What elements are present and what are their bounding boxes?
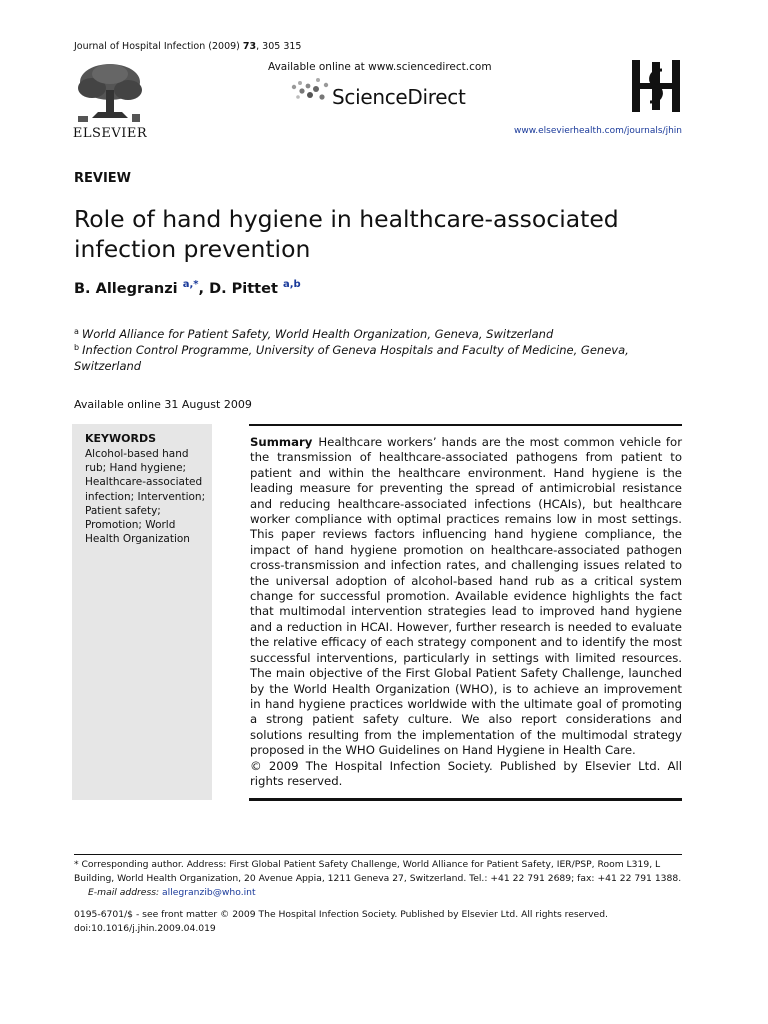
- summary-label: Summary: [250, 435, 313, 449]
- author-affiliation-mark[interactable]: a,*: [182, 279, 199, 290]
- summary-text: Healthcare workers’ hands are the most common vehicle for the transmission of healthcare-associated pathogens from patient to patient and within the healthcare environment. Hand hygiene is the leading measure for preventing the spread of antimicrobial resistance and reducing healthcare-associated infections (HCAIs), but healthcare worker compliance with optimal practices remains low in most settings. This paper reviews factors influencing hand hygiene compliance, the impact of hand hygiene promotion on healthcare-associated pathogen cross-transmission and infection rates, and challenging issues related to the universal adoption of alcohol-based hand rub as a critical system change for successful promotion. Available evidence highlights the fact that multimodal intervention strategies lead to improved hand hygiene and a reduction in HCAI. However, further research is needed to evaluate the relative efficacy of each strategy component and to identify the most successful interventions, particularly in settings with limited resources. The main objective of the First Global Patient Safety Challenge, launched by the World Health Organization (WHO), is to achieve an improvement in hand hygiene practices worldwide with the ultimate goal of promoting a strong patient safety culture. We also report considerations and solutions resulting from the implementation of the multimodal strategy proposed in the WHO Guidelines on Hand Hygiene in Health Care.: [250, 435, 682, 758]
- email-label: E-mail address:: [88, 887, 160, 898]
- affiliation: $^b$ Infection Control Programme, University of Geneva Hospitals and Faculty of Medicine, Geneva, Switzerland: [74, 343, 629, 373]
- journal-url-link[interactable]: www.elsevierhealth.com/journals/jhin: [514, 126, 682, 136]
- summary-copyright: © 2009 The Hospital Infection Society. Published by Elsevier Ltd. All rights reserved.: [250, 758, 682, 788]
- sciencedirect-wordmark: ScienceDirect: [332, 85, 466, 109]
- affiliation: $^a$ World Alliance for Patient Safety, World Health Organization, Geneva, Switzerland: [74, 327, 554, 341]
- email-link[interactable]: allegranzib@who.int: [162, 887, 256, 898]
- author-name[interactable]: D. Pittet: [209, 281, 278, 297]
- summary-abstract: [250, 435, 682, 789]
- corresponding-author-footnote: * Corresponding author. Address: First Global Patient Safety Challenge, World Alliance for Patient Safety, IER/PSP, Room L319, L Building, World Health Organization, 20 Avenue Appia, 1211 Geneva 27, Switzerland. Tel.: +41 22 791 2689; fax: +41 22 791 1388. E-mail address: allegranzib@who.int: [74, 859, 682, 898]
- hospital-infection-society-logo: [628, 58, 684, 114]
- keywords-heading: KEYWORDS: [85, 432, 157, 445]
- available-online-date: Available online 31 August 2009: [74, 398, 252, 411]
- keywords-list: Alcohol-based hand rub; Hand hygiene; Healthcare-associated infection; Intervention; Patient safety; Promotion; World Health Organization: [85, 448, 206, 546]
- author-affiliation-mark[interactable]: a,b: [282, 279, 301, 290]
- summary-top-rule: [249, 424, 682, 426]
- footnote-rule: [74, 854, 682, 855]
- author-name[interactable]: B. Allegranzi: [74, 281, 178, 297]
- journal-citation: Journal of Hospital Infection (2009) 73, 305 315: [74, 41, 302, 52]
- sciencedirect-dots-icon: [288, 75, 330, 105]
- section-label: REVIEW: [74, 171, 132, 186]
- article-title: Role of hand hygiene in healthcare-associated infection prevention: [74, 205, 619, 263]
- doi[interactable]: doi:10.1016/j.jhin.2009.04.019: [74, 923, 216, 934]
- issn-copyright-footer: 0195-6701/$ - see front matter © 2009 The Hospital Infection Society. Published by Elsevier Ltd. All rights reserved. doi:10.1016/j.jhin.2009.04.019: [74, 909, 608, 934]
- elsevier-wordmark: ELSEVIER: [72, 126, 148, 141]
- summary-bottom-rule: [249, 798, 682, 801]
- available-online-sciencedirect: Available online at www.sciencedirect.com: [268, 61, 492, 73]
- author-list: B. Allegranzi $^{a,*}$, D. Pittet $^{a,b}$: [74, 279, 301, 297]
